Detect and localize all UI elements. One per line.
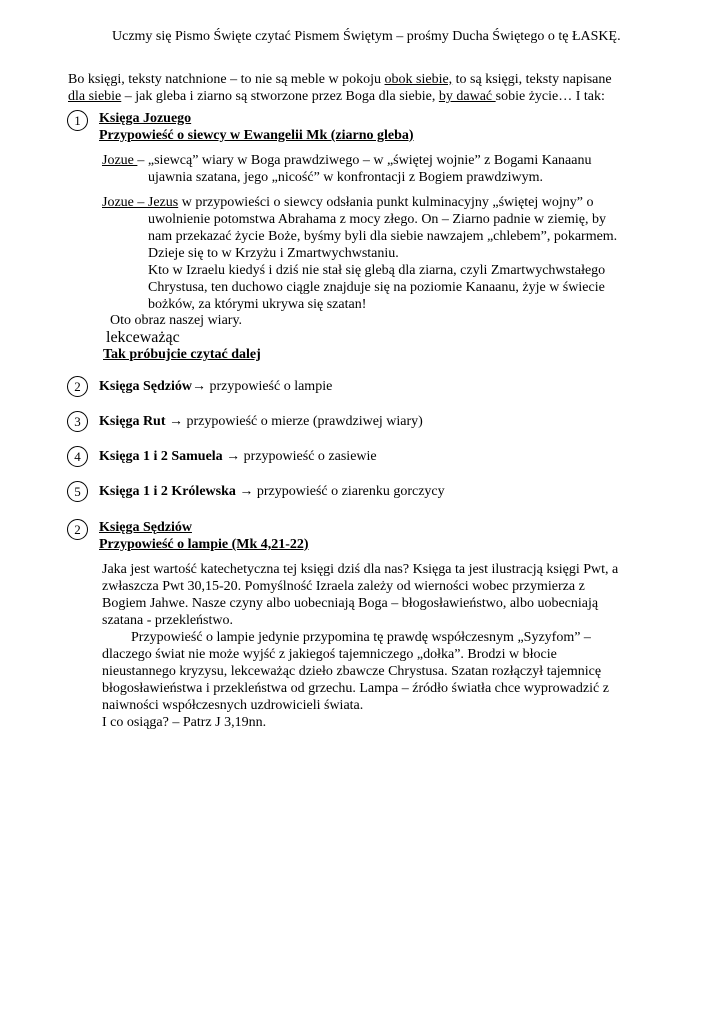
intro-underlined: obok siebie, <box>384 72 453 87</box>
continue-reading-heading: Tak próbujcie czytać dalej <box>103 347 261 362</box>
intro-text: Uczmy się Pismo Święte czytać Pismem Świętym – prośmy Ducha Świętego o tę ŁASKĘ. <box>112 29 621 44</box>
section-2-line-6: dlaczego świat nie może wyjść z jakiegoś tajemniczego „dołka”. Brodzi w błocie <box>102 647 557 662</box>
section-2-line-10: I co osiąga? – Patrz J 3,19nn. <box>102 715 267 730</box>
section-1-paragraph-2-line-5: Kto w Izraelu kiedyś i dziś nie stał się glebą dla ziarna, czyli Zmartwychwstałego <box>148 263 606 278</box>
parable-text: przypowieść o lampie <box>205 379 333 394</box>
book-name: Księga 1 i 2 Samuela <box>99 449 227 464</box>
section-2-line-4: szatana - przekleństwo. <box>102 613 233 628</box>
paragraph-text: – „siewcą” wiary w Boga prawdziwego – w „świętej wojnie” z Bogami Kanaanu <box>137 153 592 168</box>
section-1-number-circle: 1 <box>67 110 88 131</box>
intro-line-3 <box>68 88 657 105</box>
arrow-right-icon: → <box>191 379 206 394</box>
book-name: Księga Sędziów <box>99 379 192 394</box>
list-item-number-circle: 5 <box>67 481 88 502</box>
list-item-samuela <box>99 448 377 465</box>
section-2-line-2: zwłaszcza Pwt 30,15-20. Pomyślność Izraela zależy od wierności wobec przymierza z <box>102 579 585 594</box>
stray-word: lekceważąc <box>106 329 180 346</box>
list-item-number-circle: 3 <box>67 411 88 432</box>
paragraph-text: w przypowieści o siewcy odsłania punkt kulminacyjny „świętej wojny” o <box>178 195 594 210</box>
section-1-closing: Oto obraz naszej wiary. <box>110 313 243 328</box>
list-item-number-circle: 2 <box>67 376 88 397</box>
book-name: Księga Rut <box>99 414 169 429</box>
parable-text: przypowieść o ziarenku gorczycy <box>253 484 445 499</box>
intro-underlined: dla siebie <box>68 89 122 104</box>
parable-text: przypowieść o zasiewie <box>240 449 377 464</box>
intro-underlined: by dawać <box>438 89 496 104</box>
arrow-right-icon: → <box>169 414 183 429</box>
intro-text: sobie życie… I tak: <box>495 89 605 104</box>
section-2-number-circle: 2 <box>67 519 88 540</box>
intro-text: Bo księgi, teksty natchnione – to nie są meble w pokoju <box>68 72 385 87</box>
section-1-paragraph-1-line-1 <box>102 152 591 169</box>
list-item-number-circle: 4 <box>67 446 88 467</box>
section-2-subtitle: Przypowieść o lampie (Mk 4,21-22) <box>99 537 309 552</box>
section-1-paragraph-2-line-7: bożków, za którymi ukrywa się szatan! <box>148 297 367 312</box>
section-1-paragraph-2-line-1 <box>102 194 593 211</box>
section-2-line-3: Bogiem Jahwe. Nasze czyny albo uobecniają Boga – błogosławieństwo, albo uobecniają <box>102 596 599 611</box>
section-2-line-5: Przypowieść o lampie jedynie przypomina tę prawdę współczesnym „Syzyfom” – <box>131 630 591 645</box>
section-1-paragraph-1-line-2: ujawnia szatana, jego „nicość” w konfrontacji z Bogiem prawdziwym. <box>148 170 543 185</box>
section-1-paragraph-2-line-3: nam przekazać życie Boże, byśmy byli dla siebie nawzajem „chlebem”, pokarmem. <box>148 229 618 244</box>
section-2-line-1: Jaka jest wartość katechetyczna tej księgi dziś dla nas? Księga ta jest ilustracją księgi Pwt, a <box>102 562 619 577</box>
arrow-right-icon: → <box>239 484 254 499</box>
section-1-subtitle: Przypowieść o siewcy w Ewangelii Mk (ziarno gleba) <box>99 128 414 143</box>
intro-text: – jak gleba i ziarno są stworzone przez Boga dla siebie, <box>121 89 439 104</box>
jozue-label: Jozue <box>102 153 138 168</box>
section-1-paragraph-2-line-4: Dzieje się to w Krzyżu i Zmartwychwstaniu. <box>148 246 399 261</box>
book-name: Księga 1 i 2 Królewska <box>99 484 240 499</box>
section-1-paragraph-2-line-2: uwolnienie potomstwa Abrahama z mocy złego. On – Ziarno padnie w ziemię, by <box>148 212 606 227</box>
list-item-rut <box>99 413 423 430</box>
intro-text: to są księgi, teksty napisane <box>452 72 612 87</box>
section-2-line-8: błogosławieństwa i przekleństwa od grzechu. Lampa – źródło światła chce wyprowadzić z <box>102 681 609 696</box>
list-item-sedziow <box>99 378 332 395</box>
list-item-krolewska <box>99 483 445 500</box>
parable-text: przypowieść o mierze (prawdziwej wiary) <box>183 414 423 429</box>
section-2-line-9: naiwności współczesnych uzdrowicieli świata. <box>102 698 364 713</box>
jozue-jezus-label: Jozue – Jezus <box>102 195 179 210</box>
section-2-line-7: nieustannego kryzysu, lekceważąc dzieło zbawcze Chrystusa. Szatan rozłączył tajemnicę <box>102 664 602 679</box>
intro-line-2 <box>68 71 657 88</box>
intro-line-1 <box>112 28 657 45</box>
arrow-right-icon: → <box>226 449 241 464</box>
section-2-title: Księga Sędziów <box>99 520 192 535</box>
section-1-paragraph-2-line-6: Chrystusa, ten duchowo ciągle znajduje się na poziomie Kanaanu, żyje w świecie <box>148 280 605 295</box>
section-1-title: Księga Jozuego <box>99 111 192 126</box>
